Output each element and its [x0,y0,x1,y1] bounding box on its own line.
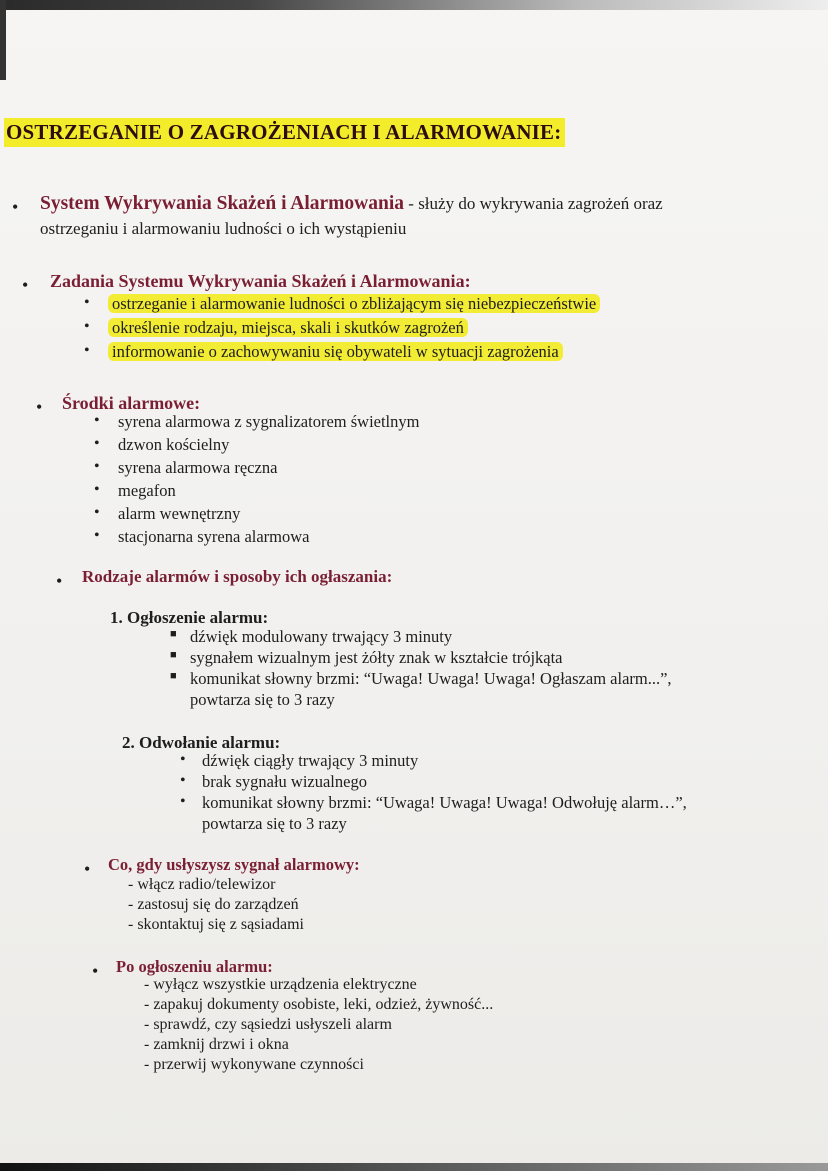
section-tasks-head: Zadania Systemu Wykrywania Skażeń i Alarmowania: [50,271,471,291]
after-alarm-list [144,976,493,1076]
alarm2-head: Odwołanie alarmu: [139,733,281,752]
list-item: - sprawdź, czy sąsiedzi usłyszeli alarm [144,1016,392,1033]
list-item: ■ sygnałem wizualnym jest żółty znak w kształcie trójkąta [170,648,563,667]
list-item-text: powtarza się to 3 razy [190,690,335,709]
section-system-line1: - służy do wykrywania zagrożeń oraz [404,194,663,213]
alarm1-list [170,627,672,711]
bullet: • [84,859,91,879]
list-item: • informowanie o zachowywaniu się obywateli w sytuacji zagrożenia [108,342,600,366]
list-item-text: megafon [118,481,176,500]
bullet: • [22,275,29,295]
list-item: • stacjonarna syrena alarmowa [94,527,310,546]
tasks-list [84,294,600,366]
list-item-text: określenie rodzaju, miejsca, skali i skutków zagrożeń [108,318,468,337]
bullet: • [36,397,43,417]
alarm1-heading [110,608,268,628]
hear-signal-list [128,876,304,936]
section-means-head: Środki alarmowe: [62,393,201,413]
list-item: - włącz radio/telewizor [128,876,276,893]
list-item: - wyłącz wszystkie urządzenia elektryczne [144,976,417,993]
list-item-text: komunikat słowny brzmi: “Uwaga! Uwaga! Uwaga! Ogłaszam alarm...”, [190,669,672,688]
list-item: • syrena alarmowa ręczna [94,458,278,477]
scan-bottom-edge [0,1163,828,1171]
list-item-continuation [202,814,687,835]
list-item-text: informowanie o zachowywaniu się obywateli w sytuacji zagrożenia [108,342,563,361]
alarm1-head: Ogłoszenie alarmu: [127,608,269,627]
list-item-continuation [190,690,672,711]
list-item: • komunikat słowny brzmi: “Uwaga! Uwaga! Uwaga! Odwołuję alarm…”, [180,793,687,812]
list-item-text: powtarza się to 3 razy [202,814,347,833]
list-item: - skontaktuj się z sąsiadami [128,916,304,933]
scan-top-edge [0,0,828,10]
list-item-text: ostrzeganie i alarmowanie ludności o zbliżającym się niebezpieczeństwie [108,294,600,313]
section-after-alarm-head: Po ogłoszeniu alarmu: [116,957,273,976]
alarm2-list [180,751,687,835]
list-item-text: syrena alarmowa z sygnalizatorem świetlnym [118,412,420,431]
list-item-text: dźwięk ciągły trwający 3 minuty [202,751,419,770]
list-item: • syrena alarmowa z sygnalizatorem świetlnym [94,412,420,431]
list-item-text: komunikat słowny brzmi: “Uwaga! Uwaga! Uwaga! Odwołuję alarm…”, [202,793,687,812]
alarm1-number: 1. [110,608,123,627]
bullet: • [92,961,99,981]
bullet: • [56,571,63,591]
section-system [40,193,663,215]
section-system-head: System Wykrywania Skażeń i Alarmowania [40,193,405,214]
list-item: • określenie rodzaju, miejsca, skali i skutków zagrożeń [108,318,600,342]
list-item-text: sygnałem wizualnym jest żółty znak w kształcie trójkąta [190,648,563,667]
list-item-text: brak sygnału wizualnego [202,772,367,791]
list-item: • dźwięk ciągły trwający 3 minuty [180,751,419,770]
list-item-text: alarm wewnętrzny [118,504,241,523]
alarm2-number: 2. [122,733,135,752]
section-system-line2: ostrzeganiu i alarmowaniu ludności o ich wystąpieniu [40,219,407,238]
section-alarm-types-head: Rodzaje alarmów i sposoby ich ogłaszania: [82,567,393,586]
list-item: ■ komunikat słowny brzmi: “Uwaga! Uwaga! Uwaga! Ogłaszam alarm...”, [170,669,672,688]
list-item: • megafon [94,481,176,500]
list-item: • dzwon kościelny [94,435,230,454]
list-item: - zapakuj dokumenty osobiste, leki, odzież, żywność... [144,996,494,1013]
list-item: • alarm wewnętrzny [94,504,241,523]
list-item-text: dzwon kościelny [118,435,230,454]
list-item-text: syrena alarmowa ręczna [118,458,278,477]
list-item: - zastosuj się do zarządzeń [128,896,299,913]
list-item: - przerwij wykonywane czynności [144,1056,364,1073]
page-title: OSTRZEGANIE O ZAGROŻENIACH I ALARMOWANIE: [4,118,565,147]
list-item: - zamknij drzwi i okna [144,1036,289,1053]
list-item-text: dźwięk modulowany trwający 3 minuty [190,627,453,646]
list-item: ■ dźwięk modulowany trwający 3 minuty [170,627,453,646]
list-item: • ostrzeganie i alarmowanie ludności o zbliżającym się niebezpieczeństwie [108,294,600,318]
list-item: • brak sygnału wizualnego [180,772,367,791]
list-item-text: stacjonarna syrena alarmowa [118,527,310,546]
means-list [94,412,420,550]
section-hear-signal-head: Co, gdy usłyszysz sygnał alarmowy: [108,855,360,874]
scan-left-edge [0,0,6,80]
alarm2-heading [122,733,280,753]
bullet: • [12,197,19,217]
